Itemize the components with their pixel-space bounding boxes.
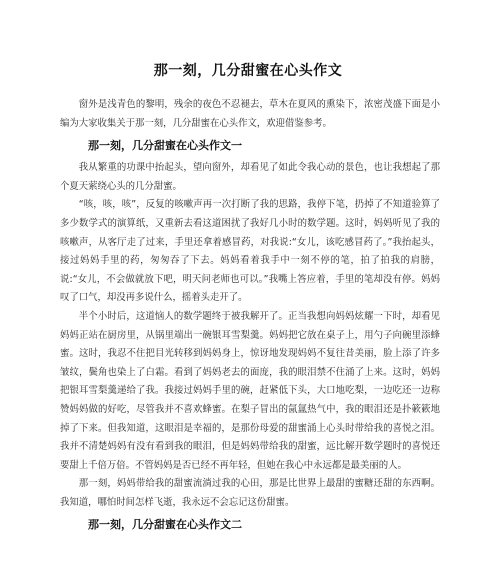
section-2-heading: 那一刻，几分甜蜜在心头作文二: [88, 518, 242, 532]
paragraph: 半个小时后，这道恼人的数学题终于被我解开了。正当我想向妈妈炫耀一下时，却看见妈妈正站在厨房里，从锅里端出一碗银耳雪梨羹。妈妈把它放在桌子上，用勺子向碗里添蜂蜜。这时，我忍不住把目光转移到妈妈身上，惊讶地发现妈妈不复往昔美丽，脸上添了许多皱纹，鬓角也染上了白霜。看到了妈妈老去的面庞，我的眼泪禁不住涌了上来。这时，妈妈把银耳雪梨羹递给了我。我接过妈妈手里的碗，赶紧低下头，大口地吃梨，一边吃还一边称赞妈妈做的好吃，尽管我并不喜欢蜂蜜。在梨子冒出的氤氲热气中，我的眼泪还是扑簌簌地掉了下来。但我知道，这眼泪是幸福的，是那份母爱的甜蜜涌上心头时带给我的喜悦之泪。我并不清楚妈妈有没有看到我的眼泪，但是妈妈带给我的甜蜜，远比解开数学题时的喜悦还要甜上千倍万倍。不管妈妈是否已经不再年轻，但她在我心中永远都是最美丽的人。: [60, 310, 440, 471]
intro-paragraph: 窗外是浅青色的黎明，残余的夜色不忍褪去，草木在夏风的熏染下，浓密茂盛下面是小编为大家收集关于那一刻，几分甜蜜在心头作文，欢迎借鉴参考。: [60, 99, 440, 129]
paragraph: 我从繁重的功课中抬起头，望向窗外，却看见了如此令我心动的景色，也让我想起了那个夏天萦绕心头的几分甜蜜。: [60, 162, 440, 192]
document-title: 那一刻，几分甜蜜在心头作文: [153, 63, 343, 79]
section-1-heading: 那一刻，几分甜蜜在心头作文一: [88, 139, 242, 153]
document-body: [60, 96, 440, 538]
paragraph: “咳，咳，咳”，反复的咳嗽声再一次打断了我的思路，我停下笔，扔掉了不知道验算了多少数学式的演算纸，又重新去看这道困扰了我好几小时的数学题。这时，妈妈听见了我的咳嗽声，从客厅走了过来，手里还拿着感冒药，对我说:“女儿，该吃感冒药了。”我抬起头，接过妈妈手里的药，匆匆吞了下去。妈妈看着我手中一刻不停的笔，拍了拍我的肩膀，说:“女儿，不会做就放下吧，明天问老师也可以。”我嘴上答应着，手里的笔却没有停。妈妈叹了口气，却没再多说什么，摇着头走开了。: [60, 199, 440, 304]
paragraph: 那一刻，妈妈带给我的甜蜜流淌过我的心田，那是比世界上最甜的蜜糖还甜的东西啊。我知道，哪怕时间怎样飞逝，我永远不会忘记这份甜蜜。: [60, 478, 440, 508]
